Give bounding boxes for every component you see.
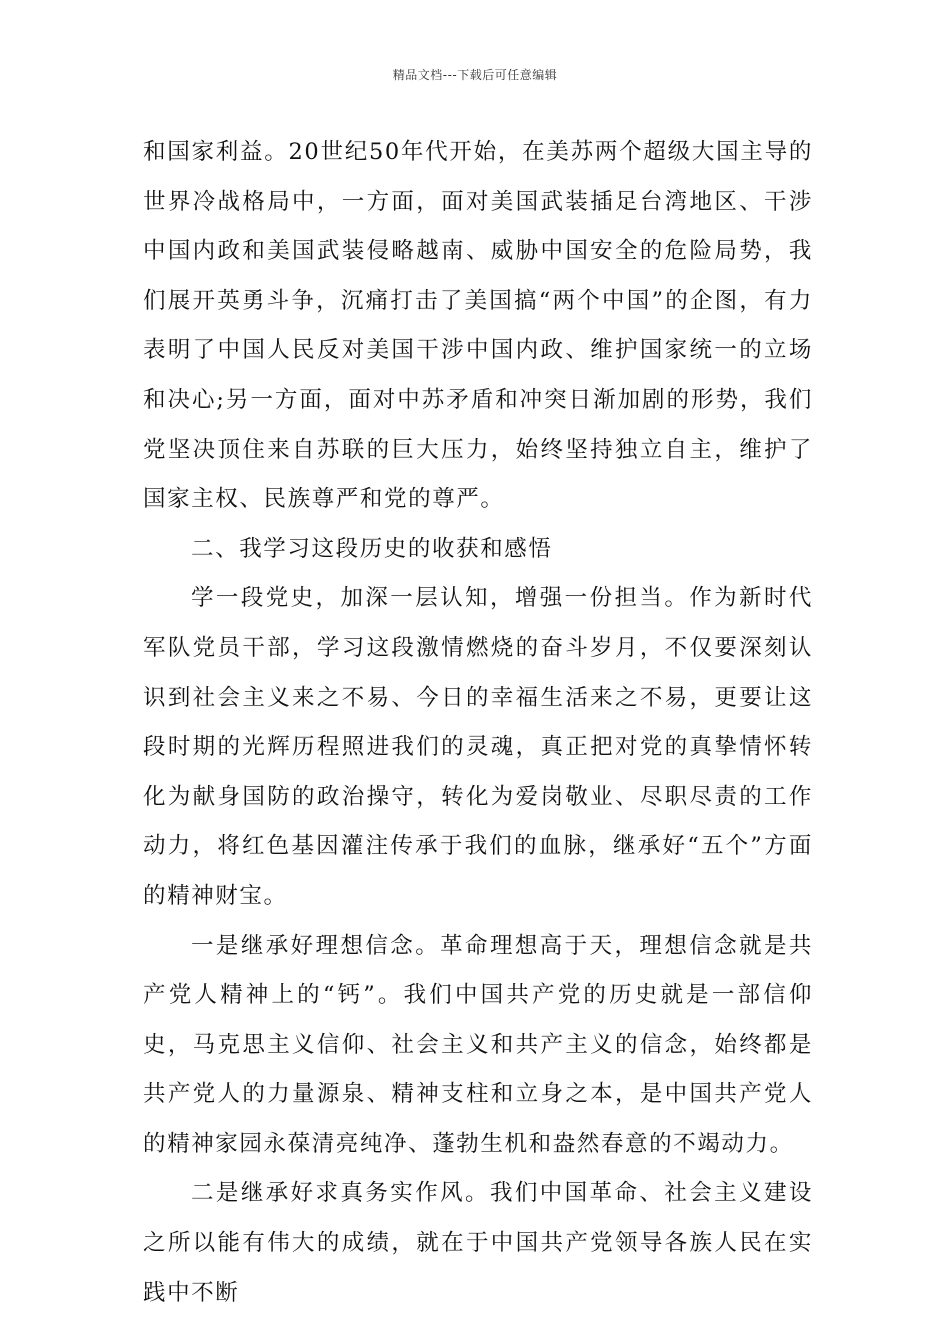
paragraph: 学一段党史，加深一层认知，增强一份担当。作为新时代军队党员干部，学习这段激情燃烧的奋斗岁月，不仅要深刻认识到社会主义来之不易、今日的幸福生活来之不易，更要让这段时期的光辉历程照进我们的灵魂，真正把对党的真挚情怀转化为献身国防的政治操守，转化为爱岗敬业、尽职尽责的工作动力，将红色基因灌注传承于我们的血脉，继承好“五个”方面的精神财宝。	[143, 585, 813, 909]
paragraph: 一是继承好理想信念。革命理想高于天，理想信念就是共产党人精神上的“钙”。我们中国共产党的历史就是一部信仰史，马克思主义信仰、社会主义和共产主义的信念，始终都是共产党人的力量源泉、精神支柱和立身之本，是中国共产党人的精神家园永葆清亮纯净、蓬勃生机和盎然春意的不竭动力。	[143, 932, 813, 1157]
section-heading: 二、我学习这段历史的收获和感悟	[191, 535, 553, 562]
paragraph-continuation: 和国家利益。20世纪50年代开始，在美苏两个超级大国主导的世界冷战格局中，一方面，面对美国武装插足台湾地区、干涉中国内政和美国武装侵略越南、威胁中国安全的危险局势，我们展开英勇斗争，沉痛打击了美国搞“两个中国”的企图，有力表明了中国人民反对美国干涉中国内政、维护国家统一的立场和决心;另一方面，面对中苏矛盾和冲突日渐加剧的形势，我们党坚决顶住来自苏联的巨大压力，始终坚持独立自主，维护了国家主权、民族尊严和党的尊严。	[143, 139, 813, 513]
page-header: 精品文档---下载后可任意编辑	[392, 68, 558, 82]
paragraph: 二是继承好求真务实作风。我们中国革命、社会主义建设之所以能有伟大的成绩，就在于中国共产党领导各族人民在实践中不断	[143, 1180, 813, 1306]
document-body	[143, 128, 813, 1318]
